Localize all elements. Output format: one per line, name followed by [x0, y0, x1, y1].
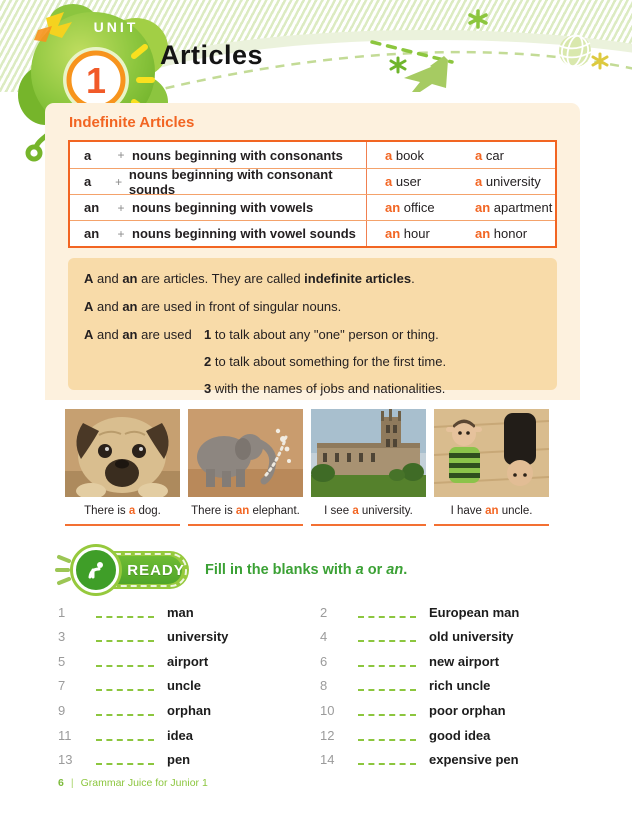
- item-number: 3: [58, 629, 66, 645]
- section-heading: Indefinite Articles: [69, 114, 195, 131]
- example-noun: book: [392, 147, 425, 163]
- example-noun: office: [400, 200, 435, 215]
- example-article: an: [385, 200, 401, 215]
- example: [475, 200, 552, 215]
- example-noun: hour: [400, 226, 430, 241]
- example: [475, 226, 527, 241]
- example-noun: user: [392, 174, 422, 189]
- item-number: 13: [58, 752, 73, 768]
- answer-blank[interactable]: [96, 704, 154, 716]
- item-word: airport: [167, 653, 209, 669]
- item-number: 7: [58, 678, 66, 694]
- page-number: 6: [58, 777, 64, 789]
- answer-blank[interactable]: [96, 606, 154, 618]
- exercise-item: [320, 648, 582, 673]
- example-article: a: [385, 147, 393, 163]
- rule-text: nouns beginning with consonant sounds: [128, 166, 333, 197]
- example-article: a: [475, 174, 483, 189]
- ready-badge: [77, 551, 189, 589]
- examples-cell: [366, 142, 555, 168]
- example: [475, 148, 504, 163]
- item-word: uncle: [167, 678, 201, 694]
- answer-blank[interactable]: [96, 655, 154, 667]
- rule-cell: [70, 167, 366, 197]
- note-use-list: [204, 327, 446, 408]
- item-word: good idea: [429, 727, 491, 743]
- item-word: old university: [429, 629, 514, 645]
- item-word: idea: [167, 727, 194, 743]
- exercise-item: [58, 624, 320, 649]
- exercise-item: [320, 747, 582, 772]
- use-item: 1 to talk about any "one" person or thing.: [204, 327, 439, 342]
- figure-uncle: [434, 409, 549, 526]
- example-article: a: [475, 147, 483, 163]
- indefinite-articles-panel: [45, 103, 580, 530]
- dog-photo: [65, 409, 180, 497]
- ready-section-header: [55, 549, 407, 591]
- example: [385, 174, 475, 189]
- exercise-item: [320, 673, 582, 698]
- answer-blank[interactable]: [358, 679, 416, 691]
- exercise-item: [58, 747, 320, 772]
- fill-in-exercise: [58, 599, 582, 771]
- rule-cell: [70, 226, 366, 241]
- item-number: 1: [58, 604, 66, 620]
- exercise-instruction: Fill in the blanks with a or an.: [205, 562, 408, 578]
- page-title: Articles: [160, 40, 264, 70]
- answer-blank[interactable]: [358, 753, 416, 765]
- answer-blank[interactable]: [96, 679, 154, 691]
- plus-sign: +: [117, 226, 125, 241]
- exercise-item: [320, 599, 582, 624]
- item-number: 8: [320, 678, 328, 694]
- item-number: 11: [58, 727, 72, 743]
- exercise-item: [320, 722, 582, 747]
- table-row: [70, 142, 555, 168]
- item-word: European man: [429, 604, 520, 620]
- exercise-item: [58, 648, 320, 673]
- rule-text: nouns beginning with vowels: [132, 200, 314, 215]
- item-word: poor orphan: [429, 702, 506, 718]
- note-lead: A and an are used: [84, 327, 192, 342]
- ready-runner-icon: [73, 547, 119, 593]
- exercise-item: [58, 722, 320, 747]
- item-number: 12: [320, 727, 335, 743]
- answer-blank[interactable]: [96, 729, 154, 741]
- answer-blank[interactable]: [358, 704, 416, 716]
- examples-cell: [366, 195, 555, 220]
- exercise-item: [58, 673, 320, 698]
- article-text: a: [84, 174, 92, 189]
- item-word: expensive pen: [429, 752, 519, 768]
- elephant-photo: [188, 409, 303, 497]
- rule-cell: [70, 200, 366, 215]
- item-word: orphan: [167, 702, 212, 718]
- figure-dog: [65, 409, 180, 526]
- item-word: university: [167, 629, 229, 645]
- item-number: 6: [320, 653, 328, 669]
- figure-caption: I see a university.: [324, 505, 413, 517]
- item-word: pen: [167, 752, 191, 768]
- answer-blank[interactable]: [96, 630, 154, 642]
- plus-sign: +: [117, 148, 125, 162]
- item-number: 9: [58, 702, 66, 718]
- answer-blank[interactable]: [358, 606, 416, 618]
- answer-blank[interactable]: [96, 753, 154, 765]
- rule-cell: [70, 148, 366, 163]
- table-row: [70, 220, 555, 246]
- rule-text: nouns beginning with vowel sounds: [132, 226, 356, 241]
- exercise-item: [58, 599, 320, 624]
- university-photo: [311, 409, 426, 497]
- grammar-note-box: [68, 258, 557, 396]
- article-text: an: [84, 200, 100, 215]
- example: [385, 200, 475, 215]
- example-photos-strip: [45, 400, 580, 536]
- item-number: 5: [58, 653, 66, 669]
- unit-label: UNIT: [93, 19, 139, 35]
- example: [385, 226, 475, 241]
- page-footer: [58, 777, 208, 789]
- note-uses: [84, 327, 541, 408]
- unit-number: 1: [85, 60, 107, 101]
- article-text: an: [84, 226, 100, 241]
- examples-cell: [366, 221, 555, 246]
- exercise-item: [58, 697, 320, 722]
- example-article: an: [385, 226, 401, 241]
- book-title: Grammar Juice for Junior 1: [80, 777, 208, 789]
- example-article: an: [475, 200, 491, 215]
- plus-sign: +: [115, 174, 123, 189]
- item-word: rich uncle: [429, 678, 491, 694]
- answer-blank[interactable]: [358, 630, 416, 642]
- figure-university: [311, 409, 426, 526]
- note-line: A and an are used in front of singular nouns.: [84, 299, 342, 314]
- table-row: [70, 194, 555, 220]
- use-item: 3 with the names of jobs and nationalities.: [204, 381, 446, 396]
- exercise-item: [320, 624, 582, 649]
- plus-sign: +: [117, 200, 125, 215]
- example-noun: apartment: [490, 200, 553, 215]
- example: [385, 148, 475, 163]
- use-item: 2 to talk about something for the first time.: [204, 354, 447, 369]
- figure-caption: I have an uncle.: [450, 505, 533, 517]
- item-number: 4: [320, 629, 328, 645]
- item-word: man: [167, 604, 194, 620]
- example-noun: university: [482, 174, 541, 189]
- figure-caption: There is an elephant.: [191, 505, 300, 517]
- rule-text: nouns beginning with consonants: [132, 147, 343, 163]
- emphasis-dashes: [55, 549, 75, 591]
- note-line: A and an are articles. They are called indefinite articles.: [84, 271, 415, 286]
- example-article: an: [475, 226, 491, 241]
- answer-blank[interactable]: [358, 729, 416, 741]
- article-text: a: [84, 147, 92, 163]
- uncle-photo: [434, 409, 549, 497]
- item-word: new airport: [429, 653, 500, 669]
- item-number: 14: [320, 752, 335, 768]
- table-row: [70, 166, 555, 197]
- ready-label: READY: [127, 561, 185, 579]
- examples-cell: [366, 169, 555, 194]
- footer-separator: |: [70, 777, 74, 789]
- item-number: 10: [320, 702, 335, 718]
- answer-blank[interactable]: [358, 655, 416, 667]
- example: [475, 174, 541, 189]
- figure-caption: There is a dog.: [84, 505, 161, 517]
- example-article: a: [385, 174, 393, 189]
- figure-elephant: [188, 409, 303, 526]
- example-noun: car: [482, 147, 504, 163]
- item-number: 2: [320, 604, 328, 620]
- articles-rule-table: [68, 140, 557, 248]
- example-noun: honor: [490, 226, 528, 241]
- exercise-item: [320, 697, 582, 722]
